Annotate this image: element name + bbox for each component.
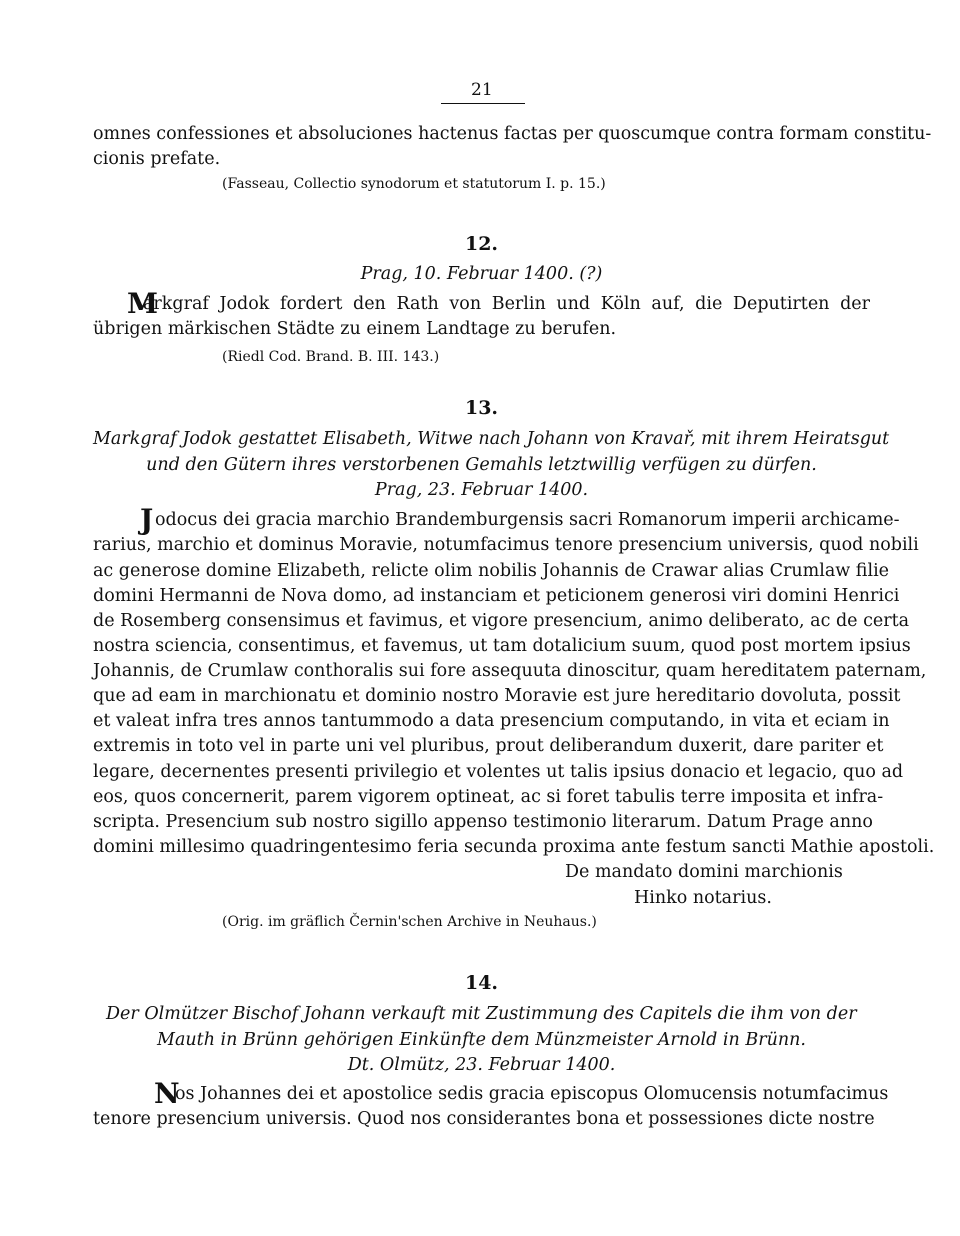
doc13-line: et valeat infra tres annos tantummodo a data presencium computando, in vita et eciam in <box>93 711 890 731</box>
doc13-signature: Hinko notarius. <box>634 888 772 908</box>
doc12-line: M arkgraf Jodok fordert den Rath von Berlin und Köln auf, die Deputirten der <box>127 287 870 320</box>
intro-citation: (Fasseau, Collectio synodorum et statutorum I. p. 15.) <box>222 176 606 192</box>
doc14-line: N os Johannes dei et apostolice sedis gracia episcopus Olomucensis notumfacimus <box>154 1077 889 1110</box>
doc13-heading-line: Markgraf Jodok gestattet Elisabeth, Witwe nach Johann von Kravař, mit ihrem Heiratsgut <box>93 429 890 449</box>
page-number: 21 <box>471 80 493 100</box>
doc14-heading-line: Mauth in Brünn gehörigen Einkünfte dem Münzmeister Arnold in Brünn. <box>157 1030 806 1050</box>
intro-line: omnes confessiones et absoluciones hactenus factas per quoscumque contra formam constitu- <box>93 124 932 144</box>
doc13-number: 13. <box>464 397 499 419</box>
doc12-number: 12. <box>464 233 499 255</box>
doc14-initial: N <box>154 1077 180 1110</box>
doc13-line: eos, quos concernerit, parem vigorem optineat, ac si foret tabulis terre imposita et infra- <box>93 787 884 807</box>
doc12-initial: M <box>127 287 158 320</box>
doc13-initial: J <box>140 503 154 536</box>
doc13-citation: (Orig. im gräflich Černin'schen Archive in Neuhaus.) <box>222 914 597 930</box>
doc13-line: domini millesimo quadringentesimo feria secunda proxima ante festum sancti Mathie apostoli. <box>93 837 935 857</box>
doc14-line: tenore presencium universis. Quod nos considerantes bona et possessiones dicte nostre <box>93 1109 875 1129</box>
doc12-place-date: Prag, 10. Februar 1400. (?) <box>360 264 603 284</box>
doc13-line: que ad eam in marchionatu et dominio nostro Moravie est jure hereditario dovoluta, possit <box>93 686 901 706</box>
doc13-line: scripta. Presencium sub nostro sigillo appenso testimonio literarum. Datum Prage anno <box>93 812 873 832</box>
page-number-rule <box>441 103 525 104</box>
doc12-line: übrigen märkischen Städte zu einem Landtage zu berufen. <box>93 319 617 339</box>
doc13-line: domini Hermanni de Nova domo, ad instanciam et peticionem generosi viri domini Henrici <box>93 586 900 606</box>
doc14-place-date: Dt. Olmütz, 23. Februar 1400. <box>347 1055 616 1075</box>
doc12-citation: (Riedl Cod. Brand. B. III. 143.) <box>222 349 440 365</box>
doc13-line: nostra sciencia, consentimus, et favemus, ut tam dotalicium suum, quod post mortem ipsius <box>93 636 911 656</box>
doc14-number: 14. <box>464 972 499 994</box>
doc13-line: extremis in toto vel in parte uni vel pluribus, prout deliberandum duxerit, dare pariter et <box>93 736 884 756</box>
doc13-heading-line: und den Gütern ihres verstorbenen Gemahls letztwillig verfügen zu dürfen. <box>146 455 817 475</box>
doc14-heading-line: Der Olmützer Bischof Johann verkauft mit Zustimmung des Capitels die ihm von der <box>106 1004 857 1024</box>
doc13-signature: De mandato domini marchionis <box>565 862 843 882</box>
doc13-line: ac generose domine Elizabeth, relicte olim nobilis Johannis de Crawar alias Crumlaw filie <box>93 561 890 581</box>
doc13-place-date: Prag, 23. Februar 1400. <box>374 480 589 500</box>
doc13-line: legare, decernentes presenti privilegio et volentes ut talis ipsius donacio et legacio, quo ad <box>93 762 904 782</box>
intro-line: cionis prefate. <box>93 149 221 169</box>
doc13-line: J odocus dei gracia marchio Brandemburgensis sacri Romanorum imperii archicame- <box>140 503 900 536</box>
doc13-line: Johannis, de Crumlaw conthoralis sui fore assequuta dinoscitur, quam hereditatem paternam, <box>93 661 927 681</box>
doc13-line: de Rosemberg consensimus et favimus, et vigore presencium, animo deliberato, ac de certa <box>93 611 910 631</box>
doc13-line: rarius, marchio et dominus Moravie, notumfacimus tenore presencium universis, quod nobili <box>93 535 919 555</box>
